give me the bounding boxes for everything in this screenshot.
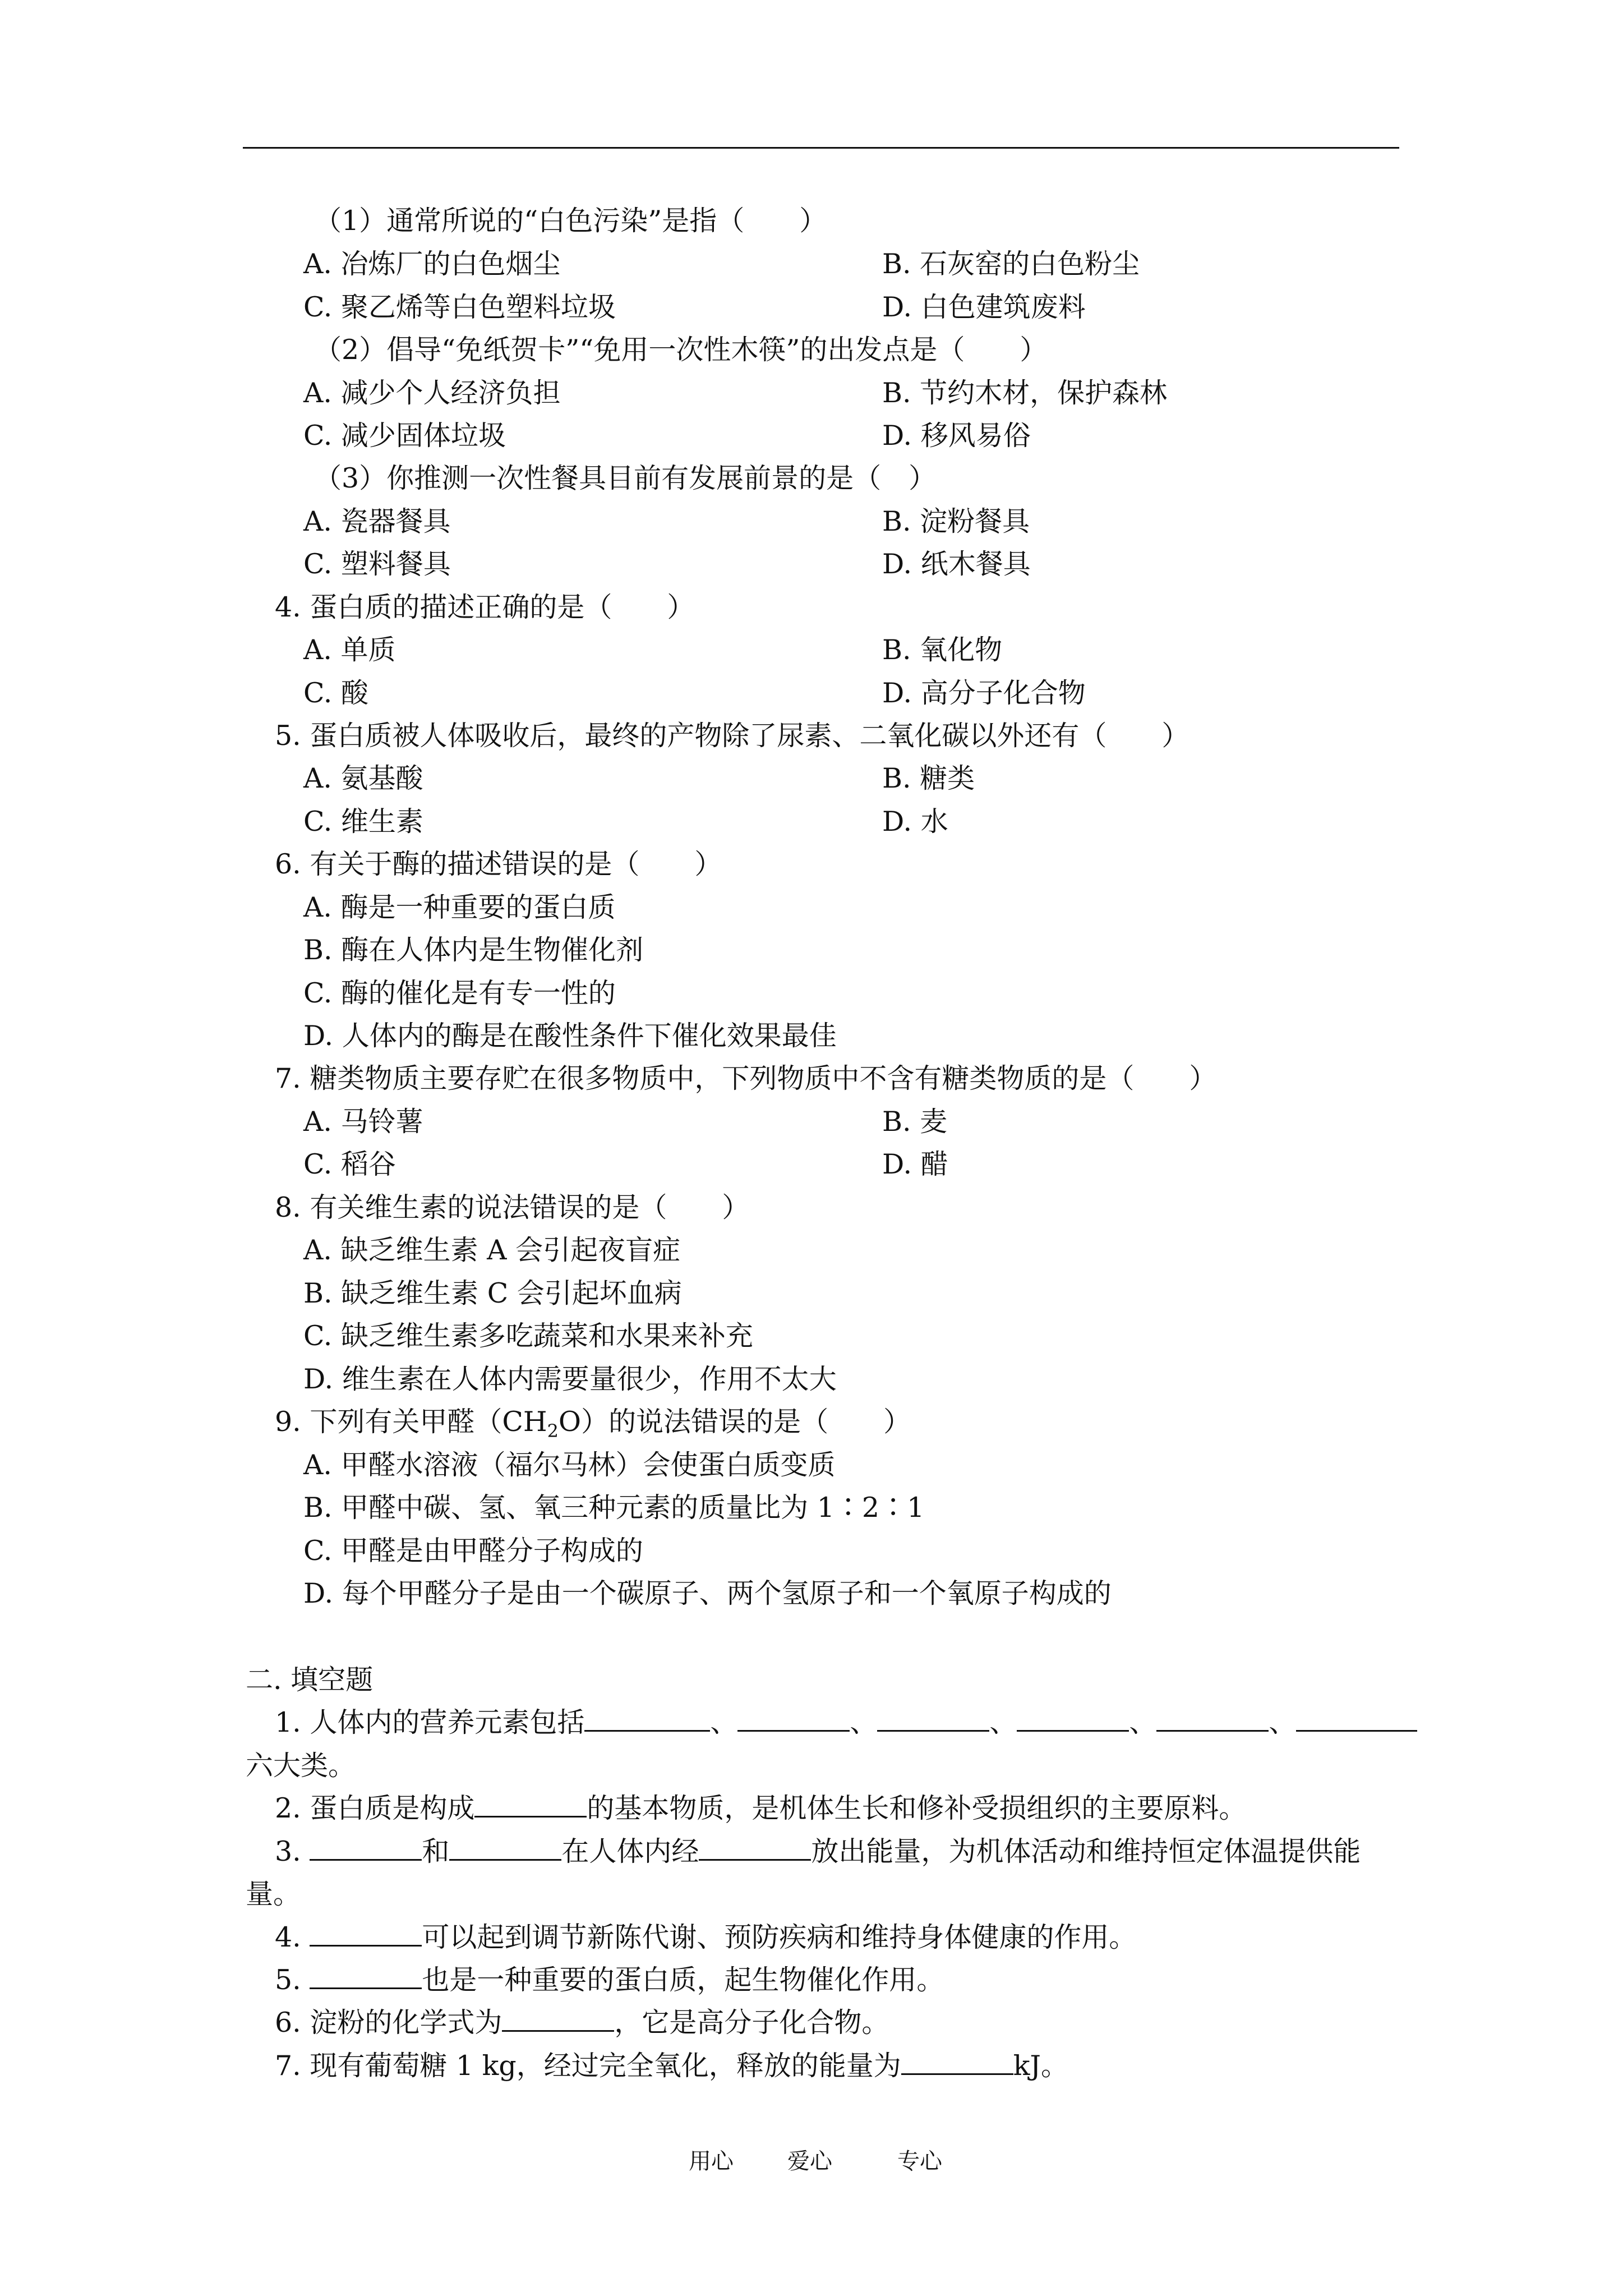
fill-5-text: 也是一种重要的蛋白质，起生物催化作用。 bbox=[422, 1964, 944, 1996]
q3-3-stem: （3）你推测一次性餐具目前有发展前景的是（ ） bbox=[314, 462, 937, 494]
q3-1-option-a: A. 冶炼厂的白色烟尘 bbox=[303, 248, 561, 280]
q3-1-stem: （1）通常所说的“白色污染”是指（ ） bbox=[314, 205, 827, 237]
fill-6-line bbox=[275, 2004, 889, 2041]
fill-1-blank-3 bbox=[877, 1704, 989, 1732]
fill-1-sep-4: 、 bbox=[1129, 1706, 1157, 1738]
q4-option-d: D. 高分子化合物 bbox=[882, 677, 1086, 709]
q4-option-b: B. 氧化物 bbox=[882, 634, 1003, 666]
q7-stem: 7. 糖类物质主要存贮在很多物质中，下列物质中不含有糖类物质的是（ ） bbox=[275, 1062, 1217, 1094]
fill-1-continued: 六大类。 bbox=[246, 1750, 356, 1782]
q9-option-b: B. 甲醛中碳、氢、氧三种元素的质量比为 1∶2∶1 bbox=[303, 1492, 925, 1524]
fill-7-blank bbox=[901, 2047, 1013, 2075]
q7-option-a: A. 马铃薯 bbox=[303, 1106, 423, 1138]
q9-stem-pre: 9. 下列有关甲醛（CH bbox=[275, 1406, 547, 1438]
fill-5-blank bbox=[310, 1962, 422, 1989]
fill-1-line bbox=[275, 1704, 1417, 1741]
fill-1-blank-6 bbox=[1296, 1704, 1417, 1732]
q9-stem bbox=[275, 1404, 911, 1441]
fill-3-text-2: 在人体内经 bbox=[561, 1835, 699, 1867]
fill-3-blank-1 bbox=[310, 1833, 422, 1861]
q9-option-d: D. 每个甲醛分子是由一个碳原子、两个氢原子和一个氧原子构成的 bbox=[303, 1577, 1112, 1609]
q3-1-option-b: B. 石灰窑的白色粉尘 bbox=[882, 248, 1140, 280]
q6-option-c: C. 酶的催化是有专一性的 bbox=[303, 977, 616, 1009]
fill-5-number: 5. bbox=[275, 1964, 310, 1996]
q3-2-option-c: C. 减少固体垃圾 bbox=[303, 420, 506, 452]
fill-1-sep-5: 、 bbox=[1269, 1706, 1297, 1738]
fill-3-number: 3. bbox=[275, 1835, 310, 1867]
fill-6-text-post: ，它是高分子化合物。 bbox=[614, 2007, 889, 2039]
fill-1-sep-2: 、 bbox=[850, 1706, 878, 1738]
q4-option-a: A. 单质 bbox=[303, 634, 396, 666]
fill-2-line bbox=[275, 1790, 1246, 1827]
fill-7-line bbox=[275, 2047, 1068, 2085]
q6-option-d: D. 人体内的酶是在酸性条件下催化效果最佳 bbox=[303, 1020, 837, 1052]
q3-2-option-b: B. 节约木材，保护森林 bbox=[882, 377, 1168, 409]
q3-3-option-d: D. 纸木餐具 bbox=[882, 548, 1031, 580]
q3-2-option-d: D. 移风易俗 bbox=[882, 420, 1031, 452]
q5-option-b: B. 糖类 bbox=[882, 762, 975, 794]
header-rule bbox=[243, 147, 1399, 149]
q9-option-c: C. 甲醛是由甲醛分子构成的 bbox=[303, 1535, 643, 1567]
q8-option-d: D. 维生素在人体内需要量很少，作用不太大 bbox=[303, 1363, 837, 1395]
fill-1-blank-2 bbox=[737, 1704, 850, 1732]
fill-1-text: 1. 人体内的营养元素包括 bbox=[275, 1706, 585, 1738]
fill-3-continued: 量。 bbox=[246, 1878, 301, 1910]
fill-4-number: 4. bbox=[275, 1921, 310, 1953]
q4-stem: 4. 蛋白质的描述正确的是（ ） bbox=[275, 591, 695, 623]
q4-option-c: C. 酸 bbox=[303, 677, 368, 709]
q9-stem-post: O）的说法错误的是（ ） bbox=[558, 1406, 911, 1438]
q3-3-option-a: A. 瓷器餐具 bbox=[303, 505, 451, 537]
fill-5-line bbox=[275, 1962, 944, 1999]
fill-4-line bbox=[275, 1919, 1136, 1956]
fill-2-blank bbox=[474, 1790, 587, 1818]
fill-3-blank-3 bbox=[699, 1833, 811, 1861]
fill-1-blank-5 bbox=[1156, 1704, 1269, 1732]
fill-4-blank bbox=[310, 1919, 422, 1947]
q7-option-c: C. 稻谷 bbox=[303, 1148, 396, 1180]
fill-7-text-pre: 7. 现有葡萄糖 1 kg，经过完全氧化，释放的能量为 bbox=[275, 2050, 901, 2082]
q8-stem: 8. 有关维生素的说法错误的是（ ） bbox=[275, 1191, 750, 1223]
q8-option-a: A. 缺乏维生素 A 会引起夜盲症 bbox=[303, 1234, 681, 1266]
q6-stem: 6. 有关于酶的描述错误的是（ ） bbox=[275, 848, 722, 880]
fill-1-sep-1: 、 bbox=[710, 1706, 738, 1738]
q9-option-a: A. 甲醛水溶液（福尔马林）会使蛋白质变质 bbox=[303, 1449, 836, 1481]
q5-option-a: A. 氨基酸 bbox=[303, 762, 423, 794]
fill-1-blank-1 bbox=[584, 1704, 710, 1732]
fill-3-text-1: 和 bbox=[422, 1835, 450, 1867]
q5-stem: 5. 蛋白质被人体吸收后，最终的产物除了尿素、二氧化碳以外还有（ ） bbox=[275, 720, 1189, 752]
fill-3-blank-2 bbox=[449, 1833, 561, 1861]
fill-2-text-pre: 2. 蛋白质是构成 bbox=[275, 1792, 475, 1824]
q6-option-b: B. 酶在人体内是生物催化剂 bbox=[303, 934, 644, 966]
q8-option-b: B. 缺乏维生素 C 会引起坏血病 bbox=[303, 1277, 682, 1309]
q3-3-option-c: C. 塑料餐具 bbox=[303, 548, 451, 580]
fill-6-text-pre: 6. 淀粉的化学式为 bbox=[275, 2007, 502, 2039]
fill-1-sep-3: 、 bbox=[989, 1706, 1017, 1738]
q7-option-d: D. 醋 bbox=[882, 1148, 948, 1180]
q9-stem-subscript: 2 bbox=[547, 1420, 559, 1442]
q6-option-a: A. 酶是一种重要的蛋白质 bbox=[303, 891, 616, 923]
q3-2-stem: （2）倡导“免纸贺卡”“免用一次性木筷”的出发点是（ ） bbox=[314, 334, 1048, 366]
q5-option-d: D. 水 bbox=[882, 806, 948, 838]
footer-word-3: 专心 bbox=[897, 2148, 942, 2174]
section2-title: 二. 填空题 bbox=[246, 1664, 374, 1696]
q8-option-c: C. 缺乏维生素多吃蔬菜和水果来补充 bbox=[303, 1320, 753, 1352]
q3-1-option-d: D. 白色建筑废料 bbox=[882, 291, 1086, 323]
fill-3-text-3: 放出能量，为机体活动和维持恒定体温提供能 bbox=[811, 1835, 1361, 1867]
fill-3-line bbox=[275, 1833, 1361, 1870]
q7-option-b: B. 麦 bbox=[882, 1106, 948, 1138]
footer-word-1: 用心 bbox=[689, 2148, 734, 2174]
q3-3-option-b: B. 淀粉餐具 bbox=[882, 505, 1030, 537]
q3-2-option-a: A. 减少个人经济负担 bbox=[303, 377, 561, 409]
fill-1-blank-4 bbox=[1017, 1704, 1129, 1732]
fill-4-text: 可以起到调节新陈代谢、预防疾病和维持身体健康的作用。 bbox=[422, 1921, 1137, 1953]
fill-6-blank bbox=[502, 2004, 614, 2032]
q5-option-c: C. 维生素 bbox=[303, 806, 423, 838]
footer-word-2: 爱心 bbox=[787, 2148, 832, 2174]
q3-1-option-c: C. 聚乙烯等白色塑料垃圾 bbox=[303, 291, 616, 323]
fill-2-text-post: 的基本物质，是机体生长和修补受损组织的主要原料。 bbox=[587, 1792, 1247, 1824]
fill-7-text-post: kJ。 bbox=[1013, 2050, 1069, 2082]
